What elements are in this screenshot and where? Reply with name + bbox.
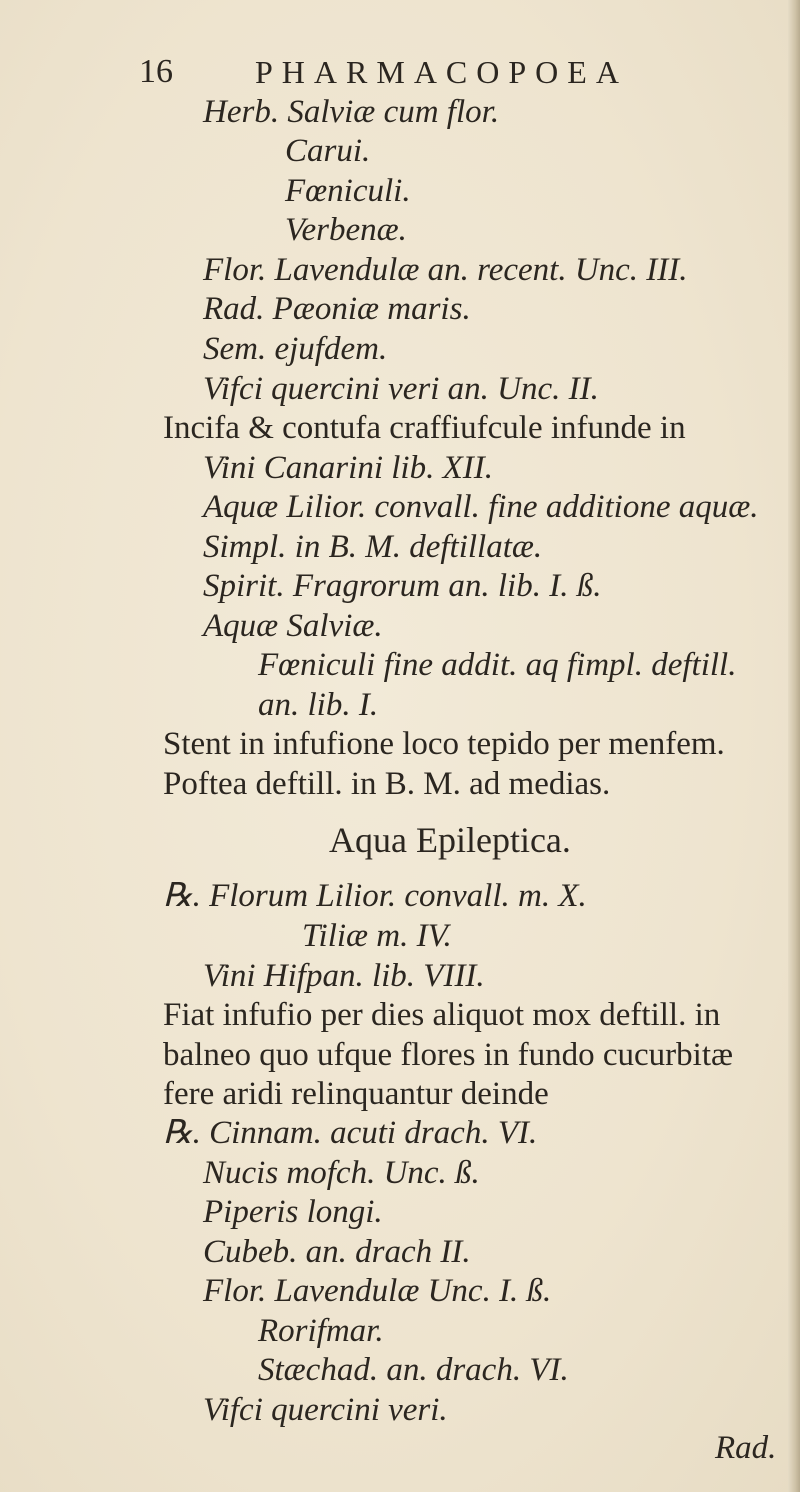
- text-line: Cubeb. an. drach II.: [203, 1234, 471, 1270]
- text-line: Aquæ Lilior. convall. fine additione aquæ.: [203, 489, 759, 525]
- text-line: an. lib. I.: [258, 687, 379, 723]
- text-line: Spirit. Fragrorum an. lib. I. ß.: [203, 568, 602, 604]
- text-line: Rad. Pæoniæ maris.: [203, 291, 471, 327]
- text-line: Vifci quercini veri an. Unc. II.: [203, 371, 599, 407]
- text-line: ℞. Cinnam. acuti drach. VI.: [163, 1115, 538, 1151]
- text-line: fere aridi relinquantur deinde: [163, 1076, 549, 1112]
- page-number: 16: [139, 53, 173, 90]
- text-line: Stæchad. an. drach. VI.: [258, 1352, 569, 1388]
- text-line: Aquæ Salviæ.: [203, 608, 383, 644]
- catchword: Rad.: [715, 1430, 777, 1466]
- page-edge: [788, 0, 800, 1492]
- text-line: Flor. Lavendulæ an. recent. Unc. III.: [203, 252, 688, 288]
- text-line: Poftea deftill. in B. M. ad medias.: [163, 766, 611, 802]
- text-line: Vini Hifpan. lib. VIII.: [203, 958, 485, 994]
- text-line: Simpl. in B. M. deftillatæ.: [203, 529, 543, 565]
- text-line: Rorifmar.: [258, 1313, 384, 1349]
- text-line: Fœniculi fine addit. aq fimpl. deftill.: [258, 647, 737, 683]
- text-line: ℞. Florum Lilior. convall. m. X.: [163, 878, 587, 914]
- text-line: Vifci quercini veri.: [203, 1392, 448, 1428]
- text-line: Fiat infufio per dies aliquot mox deftill. in: [163, 997, 721, 1033]
- text-line: Piperis longi.: [203, 1194, 383, 1230]
- text-line: Incifa & contufa craffiufcule infunde in: [163, 410, 686, 446]
- text-line: Flor. Lavendulæ Unc. I. ß.: [203, 1273, 552, 1309]
- text-line: Carui.: [285, 133, 371, 169]
- text-line: Vini Canarini lib. XII.: [203, 450, 493, 486]
- text-line: Tiliæ m. IV.: [302, 918, 452, 954]
- text-line: Sem. ejufdem.: [203, 331, 388, 367]
- text-line: Herb. Salviæ cum flor.: [203, 94, 500, 130]
- text-line: Stent in infufione loco tepido per menfem.: [163, 726, 725, 762]
- running-title: PHARMACOPOEA: [255, 54, 628, 90]
- text-line: Fœniculi.: [285, 173, 411, 209]
- text-line: Nucis mofch. Unc. ß.: [203, 1155, 480, 1191]
- text-line: balneo quo ufque flores in fundo cucurbitæ: [163, 1037, 734, 1073]
- text-line: Verbenæ.: [285, 212, 407, 248]
- section-heading: Aqua Epileptica.: [329, 820, 571, 860]
